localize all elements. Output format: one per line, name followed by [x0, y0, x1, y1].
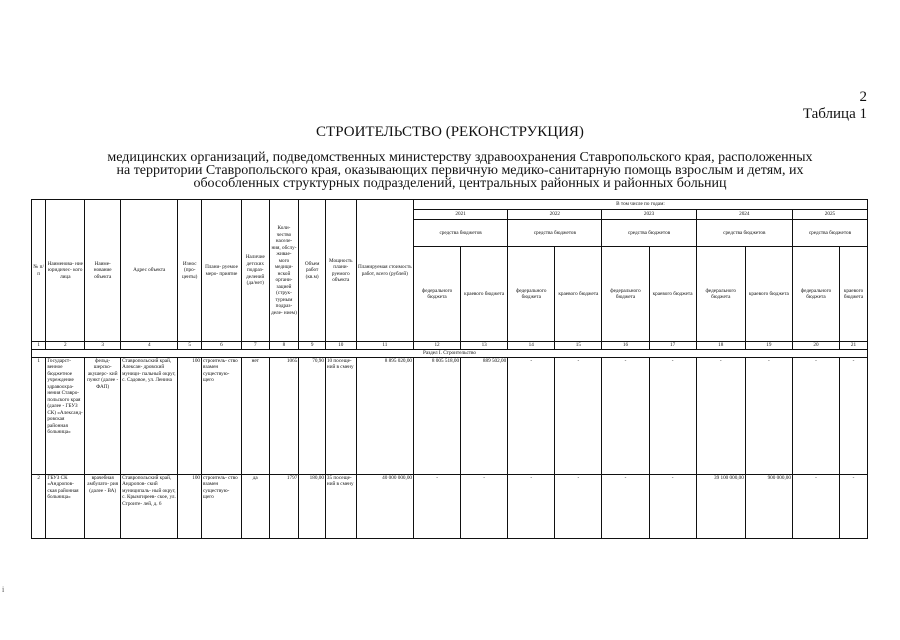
header-federal: федерального бюджета	[602, 247, 649, 342]
row-planned-measure: строитель- ство взамен существую- щего	[202, 474, 242, 538]
column-number: 16	[602, 342, 649, 350]
header-year: 2022	[508, 210, 602, 220]
column-number: 2	[46, 342, 85, 350]
column-number: 1	[32, 342, 46, 350]
header-children-units: Наличие детских подраз- делений (да/нет)	[241, 200, 269, 342]
column-number: 14	[508, 342, 555, 350]
column-number: 13	[461, 342, 508, 350]
header-regional: краевого бюджета	[649, 247, 696, 342]
column-number: 6	[202, 342, 242, 350]
row-value: 889 502,00	[461, 357, 508, 474]
header-federal: федерального бюджета	[414, 247, 461, 342]
row-value: -	[649, 474, 696, 538]
row-children-units: да	[241, 474, 269, 538]
column-number: 20	[792, 342, 839, 350]
row-capacity: 10 посеще- ний в смену	[325, 357, 356, 474]
header-regional: краевого бюджета	[461, 247, 508, 342]
header-funds-source: средства бюджетов	[414, 220, 508, 247]
column-number: 21	[840, 342, 868, 350]
column-number: 11	[356, 342, 413, 350]
row-work-volume: 70,90	[299, 357, 326, 474]
row-planned-cost: 8 895 020,00	[356, 357, 413, 474]
row-capacity: 35 посеще- ний в смену	[325, 474, 356, 538]
header-capacity: Мощность плани- руемого объекта	[325, 200, 356, 342]
row-value: -	[745, 357, 792, 474]
row-value: -	[792, 474, 839, 538]
column-number: 19	[745, 342, 792, 350]
row-value: -	[649, 357, 696, 474]
column-number: 15	[555, 342, 602, 350]
header-federal: федерального бюджета	[508, 247, 555, 342]
row-population: 1065	[269, 357, 299, 474]
header-by-years: В том числе по годам:	[414, 200, 868, 210]
row-planned-cost: 40 000 000,00	[356, 474, 413, 538]
row-value: -	[555, 474, 602, 538]
row-value: -	[414, 474, 461, 538]
header-year: 2024	[696, 210, 792, 220]
column-number: 10	[325, 342, 356, 350]
column-number: 8	[269, 342, 299, 350]
column-number: 4	[121, 342, 178, 350]
subtitle-line: медицинских организаций, подведомственных министерству здравоохранения Ставропольского края, расположенных	[107, 150, 813, 165]
row-value: -	[461, 474, 508, 538]
row-legal-entity: ГБУЗ СК «Андропов- ская районная больница»	[46, 474, 85, 538]
row-population: 1797	[269, 474, 299, 538]
row-value: 8 005 518,00	[414, 357, 461, 474]
header-federal: федерального бюджета	[792, 247, 839, 342]
header-planned-cost: Планируемая стоимость работ, всего (рублей)	[356, 200, 413, 342]
header-funds-source: средства бюджетов	[696, 220, 792, 247]
row-value: -	[602, 357, 649, 474]
section-title: Раздел I. Строительство	[32, 350, 868, 358]
header-year: 2021	[414, 210, 508, 220]
row-work-volume: 180,00	[299, 474, 326, 538]
row-num: 2	[32, 474, 46, 538]
header-year: 2025	[792, 210, 867, 220]
row-value: 39 100 000,00	[696, 474, 745, 538]
header-funds-source: средства бюджетов	[792, 220, 867, 247]
header-work-volume: Объем работ (кв.м)	[299, 200, 326, 342]
column-number: 12	[414, 342, 461, 350]
column-number: 7	[241, 342, 269, 350]
header-num: № п/п	[32, 200, 46, 342]
header-regional: краевого бюджета	[555, 247, 602, 342]
row-address: Ставропольский край, Алексан- дровский муници- пальный округ, с. Садовое, ул. Ленина	[121, 357, 178, 474]
table-row	[32, 357, 868, 474]
subtitle-line: обособленных структурных подразделений, центральных районных и районных больниц	[193, 176, 727, 191]
header-regional: краевого бюджета	[840, 247, 868, 342]
header-address: Адрес объекта	[121, 200, 178, 342]
header-object-name: Наиме- нование объекта	[85, 200, 121, 342]
header-wear: Износ (про- центы)	[178, 200, 202, 342]
table-row	[32, 474, 868, 538]
row-value: -	[696, 357, 745, 474]
header-population: Коли- чество населе- ния, обслу- живае- мого медици- нской органи- зацией (струк- турным подраз- деле- нием)	[269, 200, 299, 342]
column-number: 17	[649, 342, 696, 350]
row-legal-entity: Государст- венное бюджетное учреждение здравоохра- нения Ставро- польского края (далее - ГБУЗ СК) «Александ- ровская районная больница»	[46, 357, 85, 474]
row-value: -	[508, 357, 555, 474]
row-wear: 100	[178, 474, 202, 538]
construction-table	[31, 199, 868, 539]
column-number: 18	[696, 342, 745, 350]
row-address: Ставропольский край, Андропов- ский муниципаль- ный округ, с. Крымгиреев- ское, ул. Строите- лей, д. 6	[121, 474, 178, 538]
page-number: 2	[859, 89, 867, 105]
header-funds-source: средства бюджетов	[508, 220, 602, 247]
header-planned-measure: Плани- руемое меро- приятие	[202, 200, 242, 342]
table-label: Таблица 1	[802, 106, 867, 122]
header-legal-entity: Наименова- ние юридичес- кого лица	[46, 200, 85, 342]
header-regional: краевого бюджета	[745, 247, 792, 342]
row-planned-measure: строитель- ство взамен существую- щего	[202, 357, 242, 474]
row-value: -	[602, 474, 649, 538]
column-number: 5	[178, 342, 202, 350]
column-number-row	[32, 342, 868, 350]
column-number: 3	[85, 342, 121, 350]
row-object-name: врачебная амбулато- рия (далее - ВА)	[85, 474, 121, 538]
document-subtitle	[60, 151, 860, 190]
row-value: 900 000,00	[745, 474, 792, 538]
row-num: 1	[32, 357, 46, 474]
header-year: 2023	[602, 210, 696, 220]
row-value: -	[555, 357, 602, 474]
subtitle-line: на территории Ставропольского края, оказывающих первичную медико-санитарную помощь взрослым и детям, их	[116, 163, 804, 178]
document-title: СТРОИТЕЛЬСТВО (РЕКОНСТРУКЦИЯ)	[316, 124, 584, 140]
header-federal: федерального бюджета	[696, 247, 745, 342]
row-children-units: нет	[241, 357, 269, 474]
header-funds-source: средства бюджетов	[602, 220, 696, 247]
column-number: 9	[299, 342, 326, 350]
row-object-name: фельд- шерско- акушерс- кий пункт (далее - ФАП)	[85, 357, 121, 474]
row-value: -	[508, 474, 555, 538]
row-wear: 100	[178, 357, 202, 474]
edge-mark: i	[2, 585, 5, 594]
row-value: -	[840, 474, 868, 538]
row-value: -	[792, 357, 839, 474]
row-value: -	[840, 357, 868, 474]
